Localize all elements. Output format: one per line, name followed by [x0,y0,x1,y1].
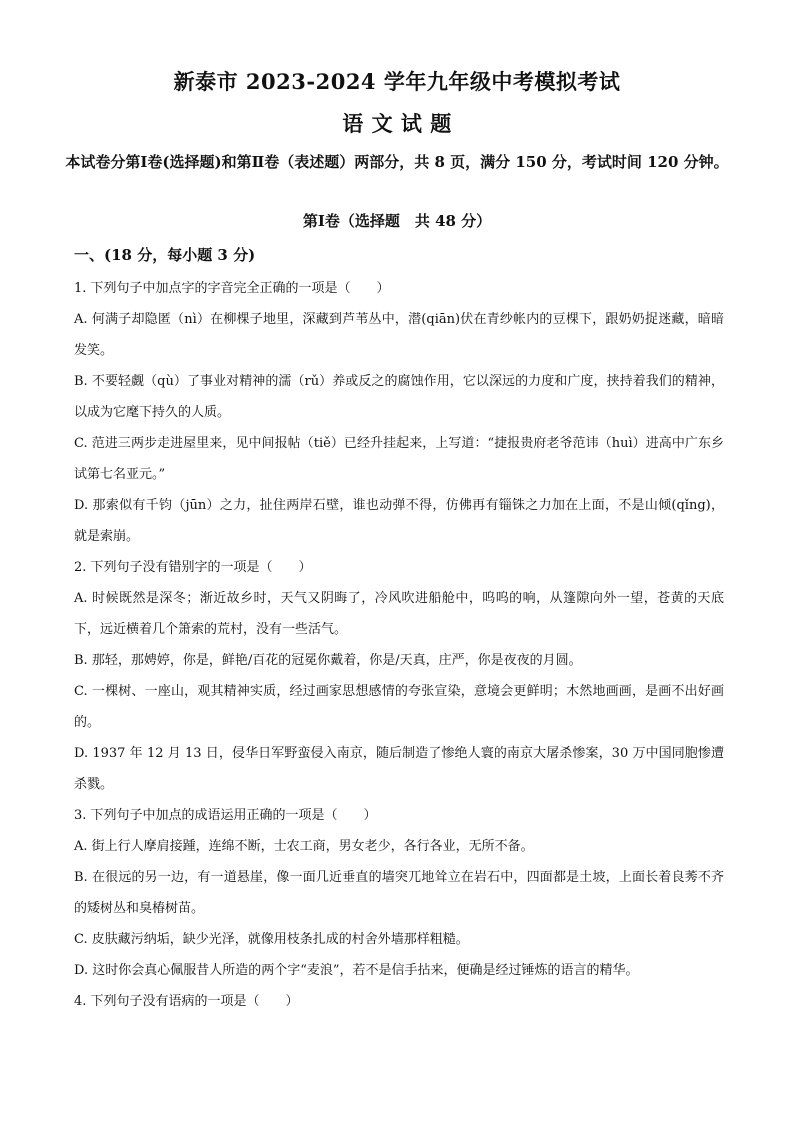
question-2-option-b: B. 那轻，那娉婷，你是，鲜艳/百花的冠冕你戴着，你是/天真，庄严，你是夜夜的月圆。 [74,653,582,668]
volume-heading: 第Ⅰ卷（选择题 共 48 分） [302,212,492,230]
question-2-stem: 2. 下列句子没有错别字的一项是（ ） [74,560,312,575]
subject-title: 语 文 试 题 [342,111,452,136]
question-1-stem: 1. 下列句子中加点字的字音完全正确的一项是（ ） [74,281,390,296]
question-2-option-d: D. 1937 年 12 月 13 日，侵华日军野蛮侵入南京，随后制造了惨绝人寰的南京大屠杀惨案，30 万中国同胞惨遭杀戮。 [74,746,724,792]
exam-instructions: 本试卷分第Ⅰ卷(选择题)和第Ⅱ卷（表述题）两部分，共 8 页，满分 150 分，考试时间 120 分钟。 [65,153,729,171]
question-1-option-b: B. 不要轻觑（qù）了事业对精神的濡（rǔ）养或反之的腐蚀作用，它以深远的力度和广度，挟持着我们的精神，以成为它麾下持久的人质。 [74,374,724,420]
question-3-option-d: D. 这时你会真心佩服昔人所造的两个字“麦浪”，若不是信手拈来，便确是经过锤炼的语言的精华。 [74,963,639,978]
question-4-stem: 4. 下列句子没有语病的一项是（ ） [74,994,299,1009]
exam-title: 新泰市 2023-2024 学年九年级中考模拟考试 [173,69,621,94]
question-3-option-b: B. 在很远的另一边，有一道悬崖，像一面几近垂直的墙突兀地耸立在岩石中，四面都是土坡，上面长着良莠不齐的矮树丛和臭椿树苗。 [74,870,724,916]
question-3-stem: 3. 下列句子中加点的成语运用正确的一项是（ ） [74,808,377,823]
question-1-option-a: A. 何满子却隐匿（nì）在柳棵子地里，深藏到芦苇丛中，潜(qiān)伏在青纱帐内的豆棵下，跟奶奶捉迷藏，暗暗发笑。 [74,312,724,358]
questions-container [74,273,724,1017]
section-heading: 一、(18 分，每小题 3 分) [74,246,256,264]
question-3-option-c: C. 皮肤藏污纳垢，缺少光泽，就像用枝条扎成的村舍外墙那样粗糙。 [74,932,469,947]
question-1-option-d: D. 那索似有千钧（jūn）之力，扯住两岸石壁，谁也动弹不得，仿佛再有锱铢之力加在上面，不是山倾(qǐng)，就是索崩。 [74,498,724,544]
question-2-option-c: C. 一棵树、一座山，观其精神实质，经过画家思想感情的夸张宣染，意境会更鲜明；木然地画画，是画不出好画的。 [74,684,724,730]
question-2-option-a: A. 时候既然是深冬；渐近故乡时，天气又阴晦了，冷风吹进船舱中，呜呜的响，从篷隙向外一望，苍黄的天底下，远近横着几个箫索的荒村，没有一些活气。 [74,591,724,637]
question-1-option-c: C. 范进三两步走进屋里来，见中间报帖（tiě）已经升挂起来，上写道：“捷报贵府老爷范讳（huì）进高中广东乡试第七名亚元。” [74,436,724,482]
question-3-option-a: A. 街上行人摩肩接踵，连绵不断，士农工商，男女老少，各行各业，无所不备。 [74,839,534,854]
